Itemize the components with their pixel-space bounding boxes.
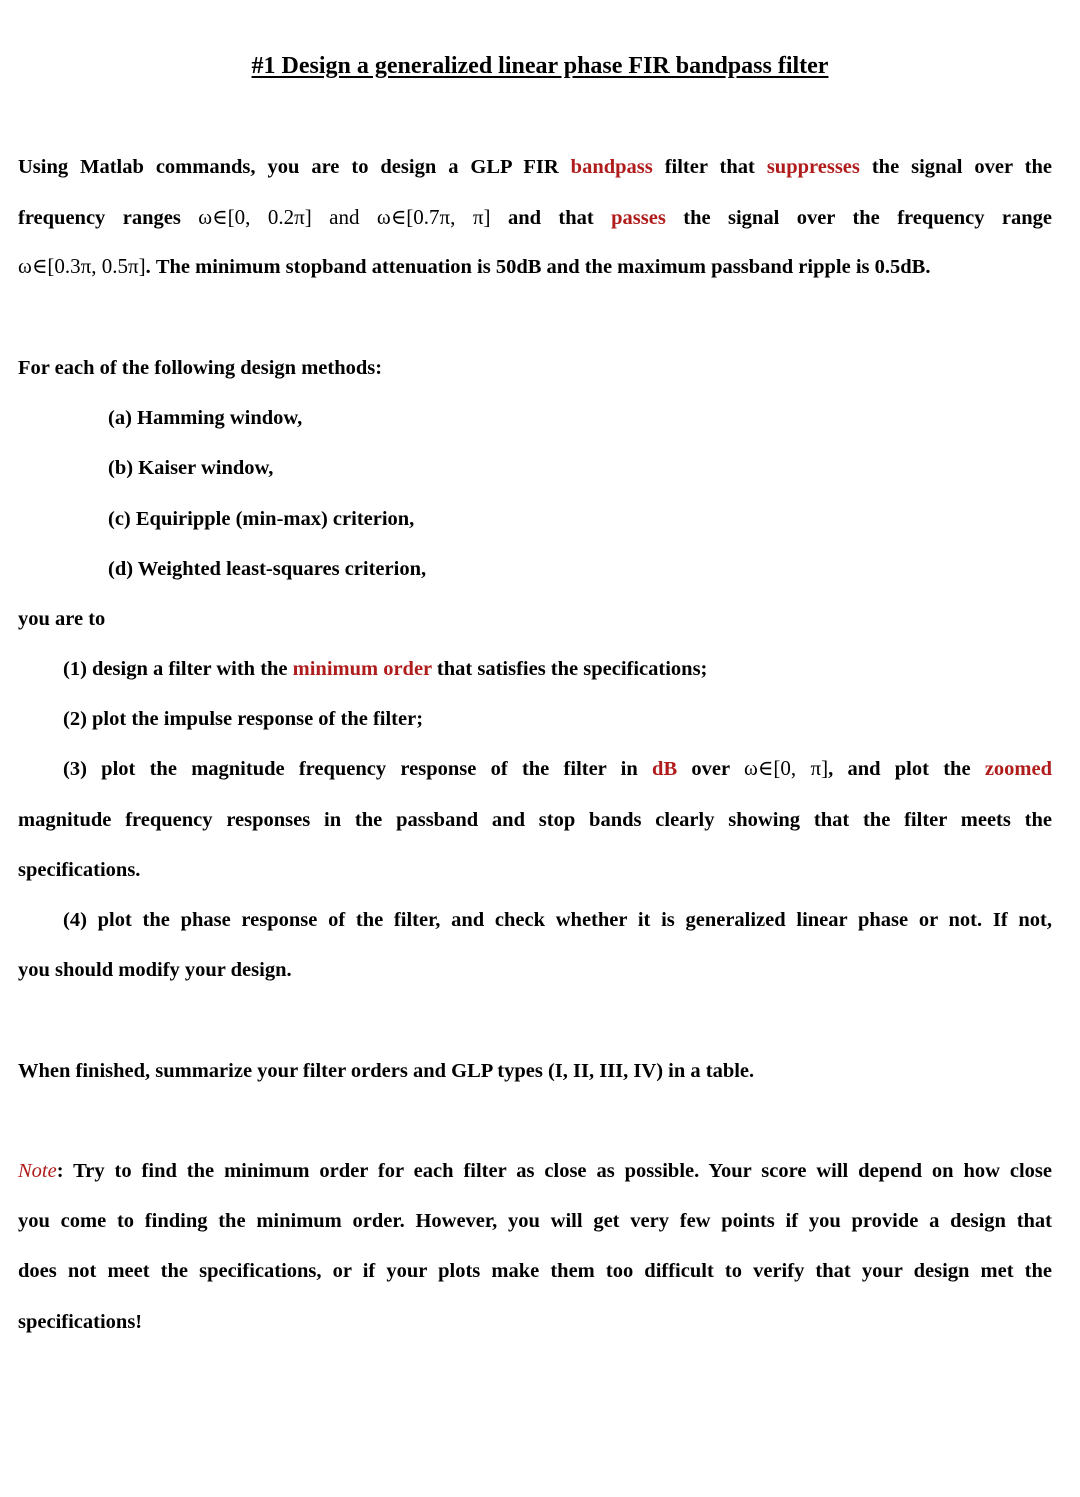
spec-text: . The minimum stopband attenuation is 50dB and the maximum passband ripple is 0.5dB. [145,256,931,278]
method-item: (a) Hamming window, [108,407,303,429]
task-text: that satisfies the specifications; [436,658,708,680]
passband-range: ω∈[0.3π, 0.5π] [18,254,146,278]
task-4-line-1: (4) plot the phase response of the filter, and check whether it is generalized linear phase or not. If not, [63,909,1052,931]
intro-text: frequency ranges [18,207,181,229]
note-line-3: does not meet the specifications, or if your plots make them too difficult to verify that your design met the [18,1260,1052,1282]
highlight-db: dB [652,758,678,780]
intro-text: the signal over the frequency range [683,207,1053,229]
summary-text: When finished, summarize your filter orders and GLP types (I, II, III, IV) in a table. [18,1060,755,1082]
stopband-range-high: ω∈[0.7π, π] [376,205,491,229]
highlight-suppresses: suppresses [766,156,860,178]
highlight-minimum-order: minimum order [292,658,432,680]
method-item: (b) Kaiser window, [108,457,274,479]
highlight-zoomed: zoomed [984,758,1052,780]
note-label: Note [18,1160,57,1182]
task-4-line-2: you should modify your design. [18,959,292,981]
task-2: (2) plot the impulse response of the filter; [63,708,424,730]
task-3-line-2: magnitude frequency responses in the passband and stop bands clearly showing that the filter meets the [18,809,1052,831]
stopband-range-low: ω∈[0, 0.2π] [198,205,312,229]
intro-text: the signal over the [871,156,1052,178]
method-item: (c) Equiripple (min-max) criterion, [108,508,415,530]
you-are-to: you are to [18,608,106,630]
frequency-range: ω∈[0, π] [743,756,829,780]
task-text: over [691,758,730,780]
note-line-1 [18,1160,1052,1183]
intro-line-3 [18,254,930,279]
page-title: #1 Design a generalized linear phase FIR bandpass filter [251,53,829,79]
intro-line-1 [18,156,1052,179]
note-text: : Try to find the minimum order for each filter as close as possible. Your score will depend on how close [56,1160,1052,1182]
task-text: , and plot the [828,758,971,780]
highlight-bandpass: bandpass [570,156,653,178]
task-3-line-3: specifications. [18,859,141,881]
intro-text: Using Matlab commands, you are to design a GLP FIR [18,156,559,178]
intro-line-2 [18,205,1052,230]
note-line-4: specifications! [18,1311,143,1333]
highlight-passes: passes [611,207,666,229]
task-3-line-1 [63,756,1052,781]
method-item: (d) Weighted least-squares criterion, [108,558,427,580]
intro-text: and that [507,207,594,229]
task-text: (1) design a filter with the [63,658,288,680]
task-1 [63,658,707,681]
intro-text: filter that [664,156,755,178]
methods-intro: For each of the following design methods: [18,357,383,379]
note-line-2: you come to finding the minimum order. However, you will get very few points if you provide a design that [18,1210,1052,1232]
task-text: (3) plot the magnitude frequency response of the filter in [63,758,638,780]
intro-text: and [329,205,360,229]
